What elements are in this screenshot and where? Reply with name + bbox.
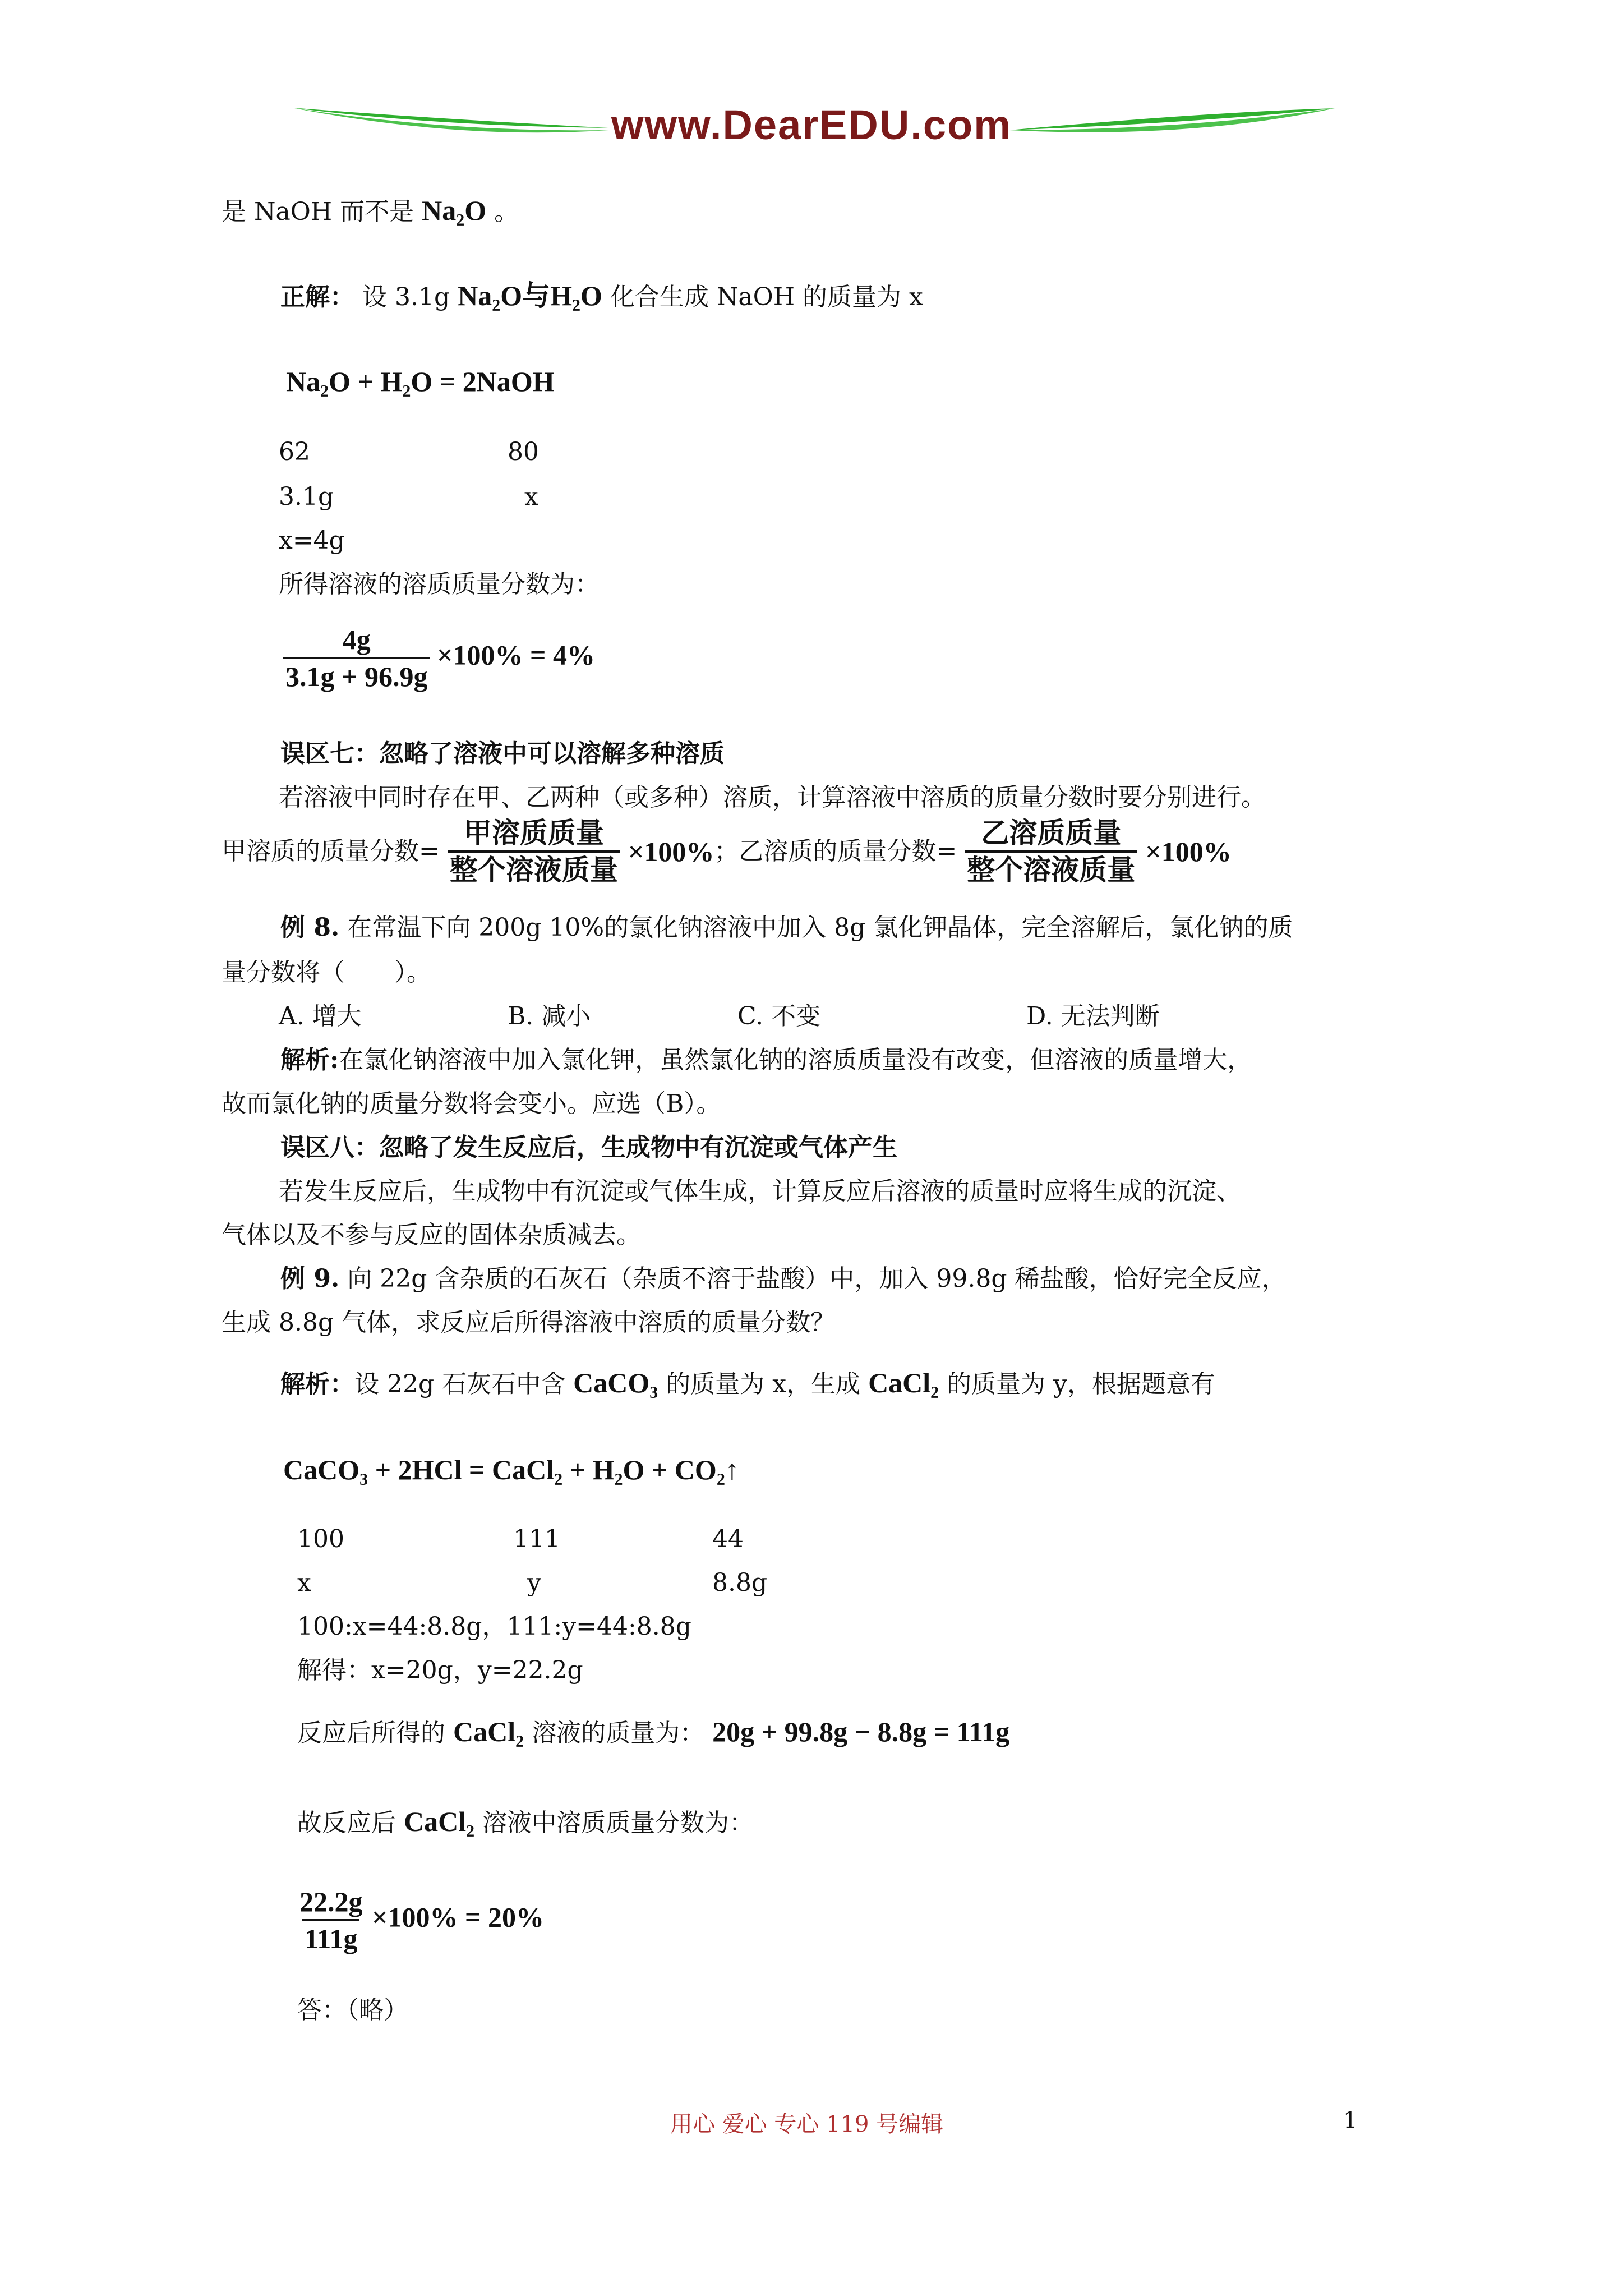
formula-na2o-h2o: Na₂O与H₂O — [458, 280, 602, 311]
eq1-molar-mass-1: 62 — [279, 438, 310, 466]
correct-solution-line — [280, 282, 923, 310]
eq2-solution: 解得：x=20g，y=22.2g — [297, 1656, 583, 1685]
fraction-yi-numerator: 乙溶质质量 — [981, 817, 1122, 849]
analysis-8 — [280, 1048, 1252, 1073]
fraction-1 — [283, 625, 430, 691]
example-9-label: 例 9. — [280, 1264, 340, 1293]
paragraph-7-formulas — [222, 819, 1232, 884]
analysis-8-text: 在氯化钠溶液中加入氯化钾，虽然氯化钠的溶质质量没有改变，但溶液的质量增大， — [339, 1046, 1252, 1074]
analysis-9-label: 解析： — [280, 1370, 354, 1398]
analysis-8-label: 解析: — [280, 1046, 339, 1074]
analysis-9-text2: 的质量为 x，生成 — [666, 1370, 861, 1398]
heading-misconception-7: 误区七：忽略了溶液中可以溶解多种溶质 — [280, 739, 725, 768]
example-9-text: 向 22g 含杂质的石灰石（杂质不溶于盐酸）中，加入 99.8g 稀盐酸，恰好完全反应， — [347, 1264, 1287, 1293]
heading-misconception-8: 误区八：忽略了发生反应后，生成物中有沉淀或气体产生 — [280, 1133, 897, 1162]
answer-line: 答：（略） — [297, 1996, 408, 2024]
result-fraction-text1: 故反应后 — [297, 1809, 396, 1837]
result-fraction-text2: 溶液中溶质质量分数为： — [482, 1809, 754, 1837]
fraction-2-numerator: 22.2g — [299, 1886, 363, 1917]
fraction-20-percent — [297, 1888, 544, 1953]
fraction-1-numerator: 4g — [342, 624, 371, 655]
fraction-yi-denominator: 整个溶液质量 — [965, 850, 1137, 884]
fraction-jia-denominator: 整个溶液质量 — [448, 850, 620, 884]
fraction-2-denominator: 111g — [302, 1919, 359, 1953]
p7-tail: ×100% — [1145, 836, 1232, 867]
formula-cacl2-2: CaCl₂ — [453, 1716, 524, 1747]
formula-na2o: Na₂O — [422, 195, 487, 226]
fraction-2-tail: ×100% = 20% — [372, 1901, 544, 1933]
fraction-yi — [965, 819, 1137, 884]
eq2-value-2: y — [527, 1568, 541, 1597]
p7-mid-times: ×100% — [628, 836, 714, 867]
eq2-molar-mass-3: 44 — [712, 1525, 744, 1553]
site-logo-text: www.DearEDU.com — [611, 102, 1012, 148]
result-mass-text2: 溶液的质量为： — [532, 1719, 705, 1747]
analysis-9-text3: 的质量为 y，根据题意有 — [947, 1370, 1216, 1398]
correct-solution-text1: 设 3.1g — [362, 283, 450, 311]
fraction-2 — [297, 1888, 365, 1953]
eq1-value-1: 3.1g — [279, 482, 334, 511]
fraction-4-percent — [283, 625, 595, 691]
footer-text: 用心 爱心 专心 119 号编辑 — [670, 2111, 944, 2137]
result-mass-text1: 反应后所得的 — [297, 1719, 445, 1747]
eq1-value-2: x — [524, 482, 538, 511]
intro-prefix: 是 NaOH 而不是 — [222, 197, 414, 226]
eq1-result: x=4g — [279, 526, 345, 555]
eq2-value-1: x — [297, 1568, 311, 1597]
correct-solution-text2: 化合生成 NaOH 的质量为 x — [610, 283, 923, 311]
eq2-ratio: 100:x=44:8.8g，111:y=44:8.8g — [297, 1612, 691, 1641]
equation-naoh: Na₂O + H₂O = 2NaOH — [286, 366, 555, 397]
formula-cacl2: CaCl₂ — [868, 1367, 939, 1398]
option-c: C. 不变 — [737, 1002, 821, 1030]
eq1-molar-mass-2: 80 — [508, 438, 539, 466]
intro-suffix: 。 — [494, 197, 519, 226]
formula-caco3: CaCO₃ — [573, 1367, 658, 1398]
example-8-text-2: 量分数将（ ）。 — [222, 958, 431, 987]
fraction-intro-1: 所得溶液的溶质质量分数为： — [279, 570, 600, 599]
result-mass-line — [297, 1718, 1009, 1746]
p7-mid-text: ；乙溶质的质量分数= — [714, 837, 957, 866]
equation-caco3-hcl: CaCO₃ + 2HCl = CaCl₂ + H₂O + CO₂↑ — [283, 1454, 739, 1485]
eq2-molar-mass-1: 100 — [297, 1525, 344, 1553]
eq2-molar-mass-2: 111 — [513, 1525, 560, 1553]
result-fraction-line — [297, 1807, 754, 1835]
formula-cacl2-3: CaCl₂ — [404, 1806, 475, 1837]
paragraph-8: 若发生反应后，生成物中有沉淀或气体生成，计算反应后溶液的质量时应将生成的沉淀、 — [279, 1177, 1241, 1205]
correct-solution-label: 正解： — [280, 283, 354, 311]
fraction-1-tail: ×100% = 4% — [437, 639, 595, 671]
paragraph-8-b: 气体以及不参与反应的固体杂质减去。 — [222, 1221, 641, 1249]
example-9 — [280, 1264, 1287, 1293]
eq2-value-3: 8.8g — [712, 1568, 768, 1597]
option-b: B. 减小 — [508, 1002, 591, 1030]
fraction-jia — [448, 819, 620, 884]
analysis-8-text-2: 故而氯化钠的质量分数将会变小。应选（B）。 — [222, 1089, 721, 1118]
example-8-label: 例 8. — [280, 913, 340, 942]
analysis-9 — [280, 1369, 1215, 1397]
fraction-1-denominator: 3.1g + 96.9g — [283, 657, 430, 691]
intro-line — [222, 196, 519, 224]
page-number: 1 — [1343, 2108, 1358, 2133]
example-9-text-2: 生成 8.8g 气体，求反应后所得溶液中溶质的质量分数？ — [222, 1308, 836, 1337]
result-mass-calc: 20g + 99.8g − 8.8g = 111g — [712, 1716, 1010, 1747]
fraction-jia-numerator: 甲溶质质量 — [463, 817, 604, 849]
option-d: D. 无法判断 — [1026, 1002, 1160, 1030]
paragraph-7: 若溶液中同时存在甲、乙两种（或多种）溶质，计算溶液中溶质的质量分数时要分别进行。 — [279, 783, 1266, 812]
example-8-text: 在常温下向 200g 10%的氯化钠溶液中加入 8g 氯化钾晶体，完全溶解后，氯化钠的质 — [347, 913, 1293, 942]
option-a: A. 增大 — [279, 1002, 362, 1030]
example-8 — [280, 915, 1293, 940]
p7-prefix: 甲溶质的质量分数= — [222, 837, 440, 866]
analysis-9-text1: 设 22g 石灰石中含 — [354, 1370, 566, 1398]
